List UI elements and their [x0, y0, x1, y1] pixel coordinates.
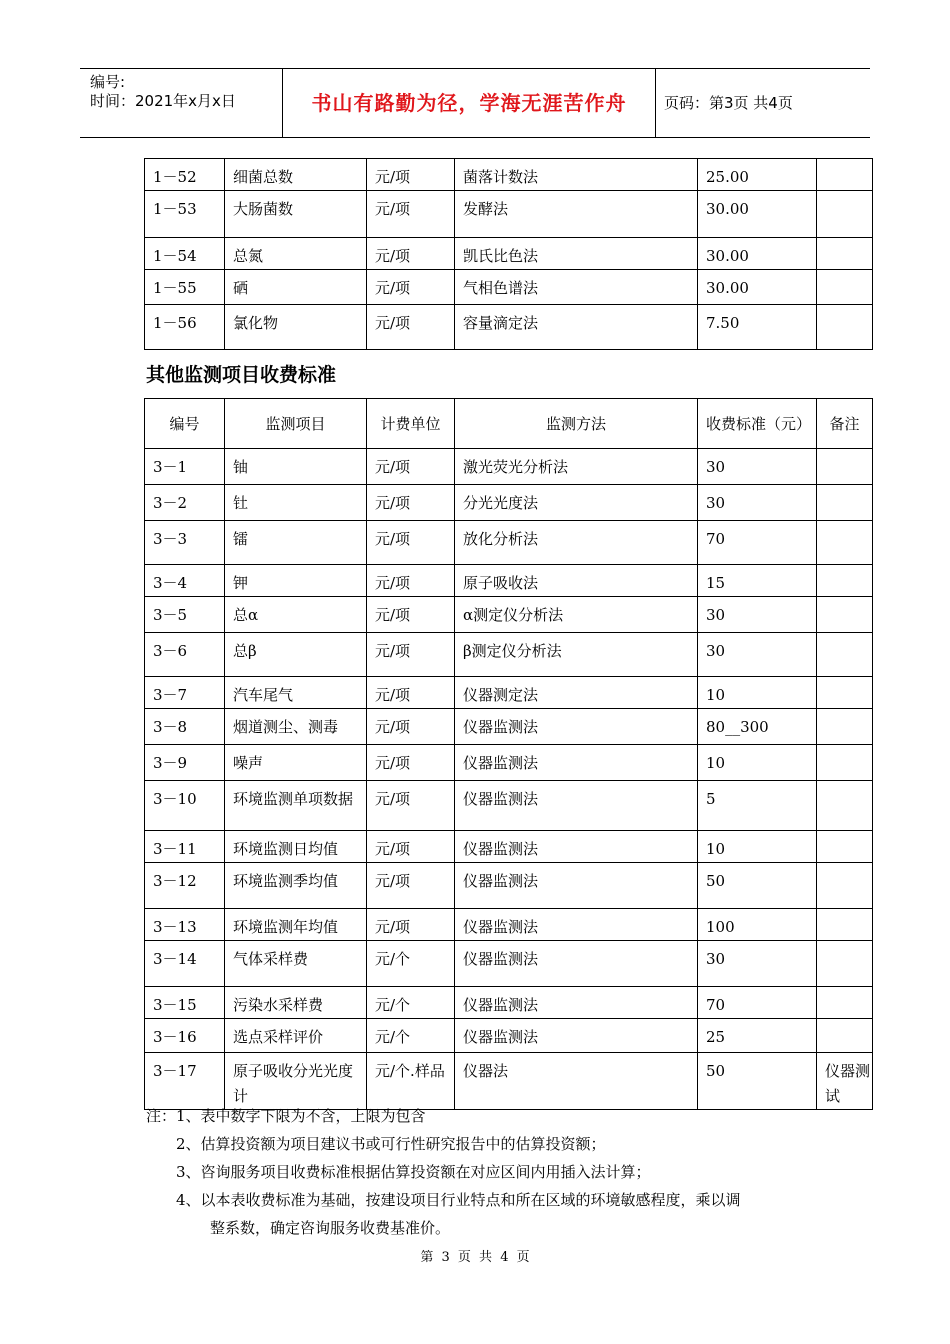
cell-method: 仪器监测法 — [455, 831, 698, 863]
cell-fee: 30 — [698, 597, 817, 633]
note-line: 注：1、表中数字下限为不含，上限为包含 — [146, 1107, 426, 1125]
cell-method: 容量滴定法 — [455, 305, 698, 350]
cell-method: 仪器测定法 — [455, 677, 698, 709]
cell-item: 环境监测单项数据 — [225, 781, 367, 831]
cell-item: 大肠菌数 — [225, 191, 367, 238]
cell-code: 3－14 — [145, 941, 225, 987]
cell-fee: 25.00 — [698, 159, 817, 191]
cell-unit: 元/项 — [367, 863, 455, 909]
cell-method: 仪器监测法 — [455, 941, 698, 987]
cell-item: 噪声 — [225, 745, 367, 781]
cell-note — [817, 238, 873, 270]
cell-unit: 元/项 — [367, 909, 455, 941]
cell-method: 菌落计数法 — [455, 159, 698, 191]
cell-unit: 元/项 — [367, 781, 455, 831]
cell-unit: 元/项 — [367, 677, 455, 709]
cell-fee: 30 — [698, 485, 817, 521]
note-line: 4、以本表收费标准为基础，按建设项目行业特点和所在区域的环境敏感程度，乘以调 — [176, 1191, 741, 1209]
table-row — [145, 305, 873, 350]
cell-code: 1－55 — [145, 270, 225, 305]
cell-unit: 元/项 — [367, 305, 455, 350]
cell-method: α测定仪分析法 — [455, 597, 698, 633]
cell-unit: 元/项 — [367, 521, 455, 565]
cell-note — [817, 1019, 873, 1053]
top-fee-table — [144, 158, 873, 350]
cell-fee: 70 — [698, 987, 817, 1019]
cell-note — [817, 677, 873, 709]
cell-method: 仪器监测法 — [455, 863, 698, 909]
note-line: 2、估算投资额为项目建议书或可行性研究报告中的估算投资额； — [176, 1135, 606, 1153]
header-page-number: 页码：第3页 共4页 — [664, 94, 793, 112]
table-row — [145, 633, 873, 677]
header-note: 备注 — [817, 399, 873, 449]
cell-method: 仪器监测法 — [455, 781, 698, 831]
page-footer: 第 3 页 共 4 页 — [420, 1250, 530, 1265]
table-row — [145, 831, 873, 863]
cell-code: 3－3 — [145, 521, 225, 565]
cell-unit: 元/项 — [367, 270, 455, 305]
cell-note — [817, 909, 873, 941]
cell-method: 放化分析法 — [455, 521, 698, 565]
table-row — [145, 597, 873, 633]
cell-code: 3－11 — [145, 831, 225, 863]
notes — [146, 1102, 826, 1242]
cell-method: 分光光度法 — [455, 485, 698, 521]
cell-method: 仪器监测法 — [455, 909, 698, 941]
table-row — [145, 191, 873, 238]
table-row — [145, 449, 873, 485]
cell-unit: 元/项 — [367, 159, 455, 191]
cell-code: 3－1 — [145, 449, 225, 485]
table-row — [145, 238, 873, 270]
cell-fee: 30.00 — [698, 270, 817, 305]
cell-note — [817, 159, 873, 191]
cell-item: 铀 — [225, 449, 367, 485]
table-row — [145, 521, 873, 565]
table-header-row — [145, 399, 873, 449]
cell-unit: 元/项 — [367, 745, 455, 781]
cell-unit: 元/个.样品 — [367, 1053, 455, 1110]
cell-item: 选点采样评价 — [225, 1019, 367, 1053]
time-label: 时间：2021年x月x日 — [90, 92, 236, 110]
cell-method: 仪器监测法 — [455, 745, 698, 781]
cell-item: 总β — [225, 633, 367, 677]
cell-fee: 50 — [698, 1053, 817, 1110]
cell-code: 3－9 — [145, 745, 225, 781]
cell-code: 3－2 — [145, 485, 225, 521]
cell-method: 仪器监测法 — [455, 1019, 698, 1053]
cell-item: 钍 — [225, 485, 367, 521]
header-left — [80, 69, 282, 137]
cell-item: 环境监测日均值 — [225, 831, 367, 863]
cell-fee: 25 — [698, 1019, 817, 1053]
cell-item: 烟道测尘、测毒 — [225, 709, 367, 745]
cell-note — [817, 485, 873, 521]
cell-code: 1－53 — [145, 191, 225, 238]
cell-fee: 80__300 — [698, 709, 817, 745]
cell-code: 3－7 — [145, 677, 225, 709]
cell-code: 3－17 — [145, 1053, 225, 1110]
cell-fee: 15 — [698, 565, 817, 597]
cell-code: 3－6 — [145, 633, 225, 677]
cell-fee: 30 — [698, 633, 817, 677]
cell-item: 原子吸收分光光度计 — [225, 1053, 367, 1110]
cell-fee: 5 — [698, 781, 817, 831]
cell-method: 发酵法 — [455, 191, 698, 238]
cell-item: 环境监测季均值 — [225, 863, 367, 909]
table-row — [145, 159, 873, 191]
cell-unit: 元/项 — [367, 485, 455, 521]
header-unit: 计费单位 — [367, 399, 455, 449]
header-item: 监测项目 — [225, 399, 367, 449]
cell-note: 仪器测试 — [817, 1053, 873, 1110]
cell-code: 3－12 — [145, 863, 225, 909]
cell-method: 气相色谱法 — [455, 270, 698, 305]
cell-fee: 10 — [698, 831, 817, 863]
cell-note — [817, 449, 873, 485]
table-row — [145, 565, 873, 597]
cell-unit: 元/项 — [367, 709, 455, 745]
serial-label: 编号: — [90, 73, 126, 91]
other-monitoring-fee-table — [144, 398, 873, 1110]
cell-code: 3－15 — [145, 987, 225, 1019]
cell-fee: 10 — [698, 677, 817, 709]
cell-note — [817, 191, 873, 238]
table-row — [145, 909, 873, 941]
table-row — [145, 863, 873, 909]
cell-item: 总氮 — [225, 238, 367, 270]
cell-code: 3－16 — [145, 1019, 225, 1053]
cell-note — [817, 305, 873, 350]
cell-code: 1－56 — [145, 305, 225, 350]
table-row — [145, 941, 873, 987]
header-method: 监测方法 — [455, 399, 698, 449]
table-row — [145, 270, 873, 305]
cell-unit: 元/项 — [367, 449, 455, 485]
table-row — [145, 1053, 873, 1110]
cell-fee: 30 — [698, 941, 817, 987]
cell-code: 3－10 — [145, 781, 225, 831]
cell-method: β测定仪分析法 — [455, 633, 698, 677]
cell-item: 细菌总数 — [225, 159, 367, 191]
cell-code: 3－13 — [145, 909, 225, 941]
cell-fee: 50 — [698, 863, 817, 909]
cell-fee: 10 — [698, 745, 817, 781]
cell-item: 气体采样费 — [225, 941, 367, 987]
cell-item: 环境监测年均值 — [225, 909, 367, 941]
cell-code: 3－5 — [145, 597, 225, 633]
cell-fee: 30 — [698, 449, 817, 485]
cell-code: 3－4 — [145, 565, 225, 597]
cell-fee: 7.50 — [698, 305, 817, 350]
cell-unit: 元/个 — [367, 987, 455, 1019]
cell-note — [817, 709, 873, 745]
cell-unit: 元/项 — [367, 191, 455, 238]
header-code: 编号 — [145, 399, 225, 449]
cell-unit: 元/项 — [367, 831, 455, 863]
cell-code: 1－54 — [145, 238, 225, 270]
cell-item: 总α — [225, 597, 367, 633]
cell-method: 仪器法 — [455, 1053, 698, 1110]
cell-item: 氯化物 — [225, 305, 367, 350]
cell-unit: 元/项 — [367, 565, 455, 597]
cell-unit: 元/项 — [367, 597, 455, 633]
header-motto: 书山有路勤为径，学海无涯苦作舟 — [282, 69, 656, 137]
cell-code: 1－52 — [145, 159, 225, 191]
cell-unit: 元/项 — [367, 238, 455, 270]
table-row — [145, 781, 873, 831]
cell-fee: 30.00 — [698, 238, 817, 270]
cell-note — [817, 565, 873, 597]
table-row — [145, 485, 873, 521]
cell-note — [817, 745, 873, 781]
cell-code: 3－8 — [145, 709, 225, 745]
cell-item: 污染水采样费 — [225, 987, 367, 1019]
table-row — [145, 987, 873, 1019]
note-line: 3、咨询服务项目收费标准根据估算投资额在对应区间内用插入法计算； — [176, 1163, 651, 1181]
cell-note — [817, 521, 873, 565]
cell-note — [817, 987, 873, 1019]
cell-fee: 70 — [698, 521, 817, 565]
cell-unit: 元/项 — [367, 633, 455, 677]
cell-note — [817, 831, 873, 863]
table-row — [145, 677, 873, 709]
table-row — [145, 745, 873, 781]
cell-note — [817, 597, 873, 633]
cell-method: 激光荧光分析法 — [455, 449, 698, 485]
page-header — [80, 68, 870, 138]
cell-method: 仪器监测法 — [455, 709, 698, 745]
cell-fee: 100 — [698, 909, 817, 941]
table-row — [145, 1019, 873, 1053]
cell-note — [817, 941, 873, 987]
cell-note — [817, 270, 873, 305]
cell-item: 硒 — [225, 270, 367, 305]
cell-note — [817, 863, 873, 909]
note-line: 整系数，确定咨询服务收费基准价。 — [210, 1219, 451, 1237]
cell-unit: 元/个 — [367, 1019, 455, 1053]
cell-method: 仪器监测法 — [455, 987, 698, 1019]
cell-item: 钾 — [225, 565, 367, 597]
header-fee: 收费标准（元） — [698, 399, 817, 449]
cell-fee: 30.00 — [698, 191, 817, 238]
cell-method: 凯氏比色法 — [455, 238, 698, 270]
section-title: 其他监测项目收费标准 — [146, 364, 337, 386]
cell-note — [817, 633, 873, 677]
cell-unit: 元/个 — [367, 941, 455, 987]
cell-method: 原子吸收法 — [455, 565, 698, 597]
table-row — [145, 709, 873, 745]
cell-note — [817, 781, 873, 831]
cell-item: 镭 — [225, 521, 367, 565]
cell-item: 汽车尾气 — [225, 677, 367, 709]
